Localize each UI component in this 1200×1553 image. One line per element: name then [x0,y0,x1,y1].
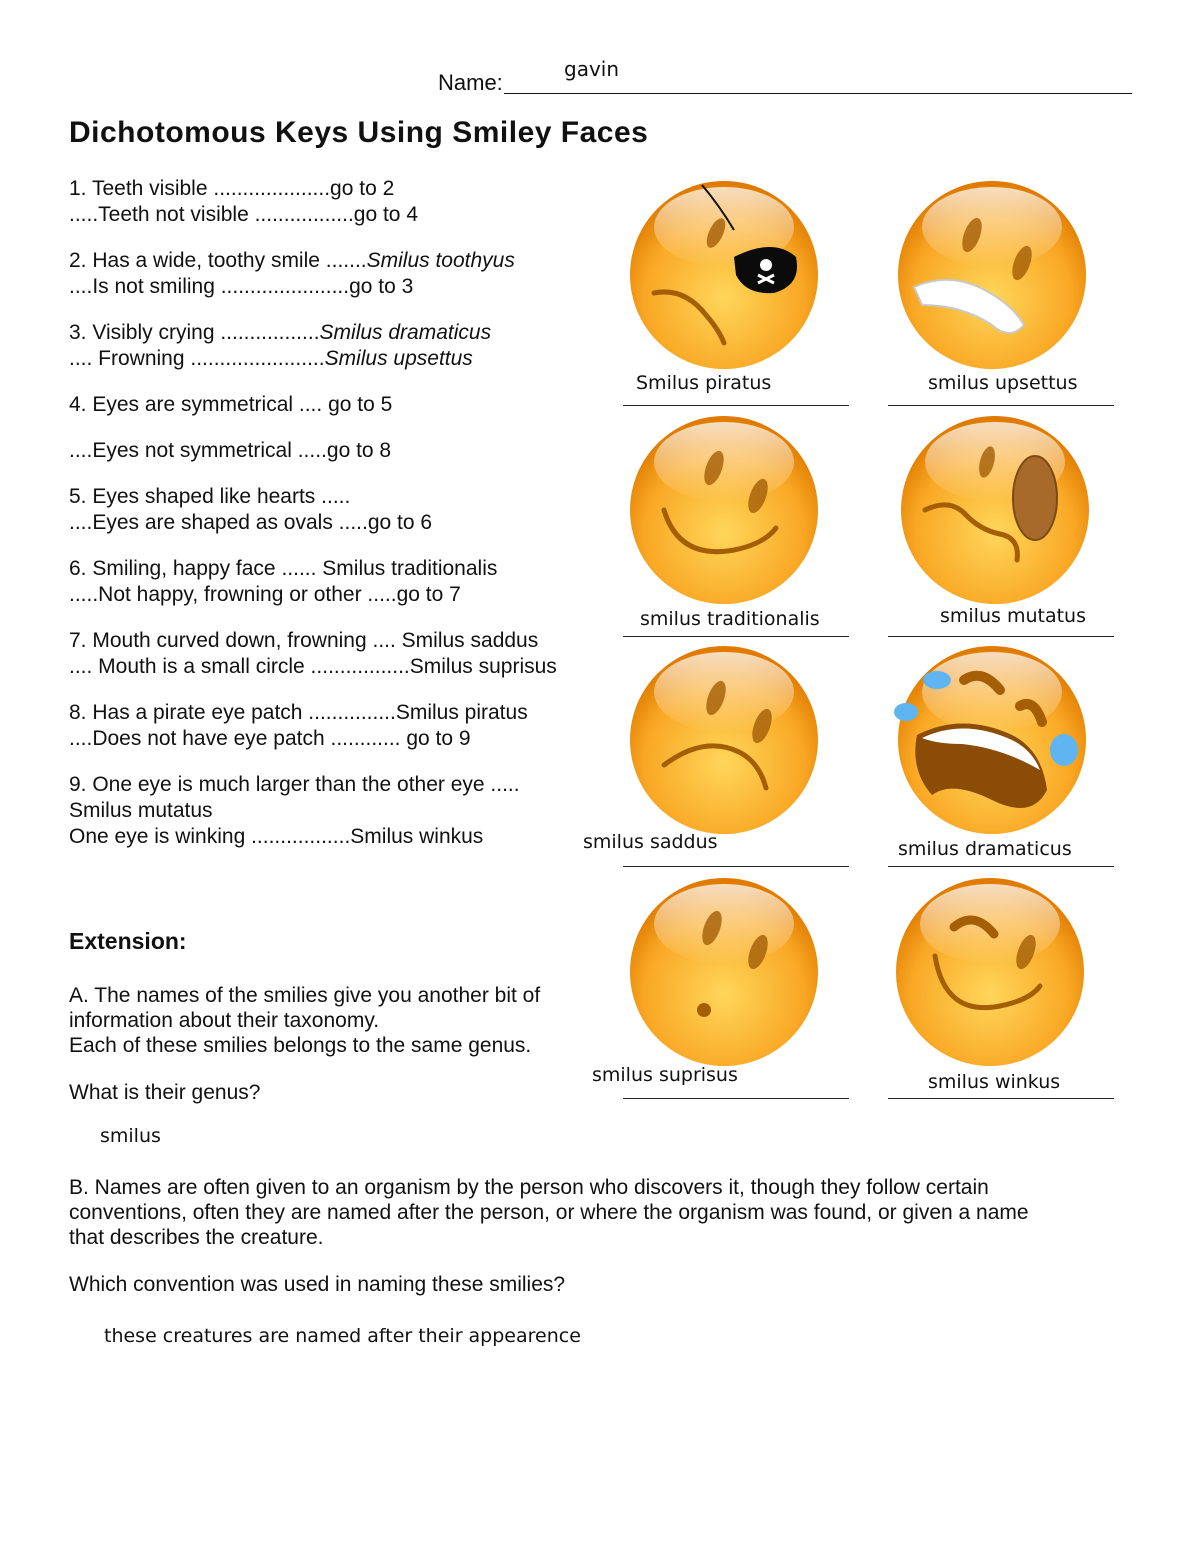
key-line: ....Is not smiling ......................go to 3 [69,275,414,298]
key-line: 4. Eyes are symmetrical .... go to 5 [69,393,393,416]
text-line: that describes the creature. [69,1226,324,1249]
key-line: ....Does not have eye patch ............ go to 9 [69,727,471,750]
key-step-2 [69,248,609,300]
key-step-5 [69,484,609,536]
name-underline [504,93,1132,94]
key-line: .....Not happy, frowning or other .....go to 7 [69,583,461,606]
caption-underline [888,866,1114,867]
key-line: 3. Visibly crying ................. [69,321,320,344]
extension-a-answer[interactable]: smilus [100,1125,161,1147]
species-name: Smilus dramaticus [319,321,492,344]
species-name: Smilus toothyus [366,249,515,272]
smiley-saddus-icon [624,640,824,840]
page-title: Dichotomous Keys Using Smiley Faces [69,116,649,149]
face-caption[interactable]: smilus dramaticus [898,838,1072,860]
face-caption[interactable]: smilus suprisus [592,1064,738,1086]
key-step-4 [69,392,609,418]
species-name: Smilus upsettus [324,347,473,370]
key-step-3 [69,320,609,372]
key-line: .....Teeth not visible .................go to 4 [69,203,419,226]
name-value[interactable]: gavin [564,57,620,81]
caption-underline [888,1098,1114,1099]
caption-underline [888,405,1114,406]
caption-underline [623,1098,849,1099]
face-caption[interactable]: smilus upsettus [928,372,1078,394]
key-line: ....Eyes not symmetrical .....go to 8 [69,439,392,462]
key-step-6 [69,556,609,608]
extension-b-text [69,1175,1029,1250]
extension-a-question: What is their genus? [69,1081,261,1104]
smiley-upsettus-icon [892,175,1092,375]
text-line: B. Names are often given to an organism by the person who discovers it, though they follow certain [69,1176,989,1199]
key-step-4b [69,438,609,464]
key-line: 2. Has a wide, toothy smile ....... [69,249,367,272]
text-line: A. The names of the smilies give you another bit of [69,984,541,1007]
dichotomous-key [69,176,609,870]
key-line: 5. Eyes shaped like hearts ..... [69,485,351,508]
key-line: One eye is winking .................Smilus winkus [69,825,484,848]
key-line: 7. Mouth curved down, frowning .... Smilus saddus [69,629,539,652]
key-step-8 [69,700,609,752]
extension-a-text [69,983,540,1058]
key-step-7 [69,628,609,680]
caption-underline [623,636,849,637]
key-step-9 [69,772,609,850]
smiley-winkus-icon [890,872,1090,1072]
key-line: 9. One eye is much larger than the other eye ..... [69,773,520,796]
key-line: 1. Teeth visible ....................go to 2 [69,177,395,200]
text-line: conventions, often they are named after the person, or where the organism was found, or given a name [69,1201,1029,1224]
extension-b-question: Which convention was used in naming these smilies? [69,1273,566,1296]
key-line: 8. Has a pirate eye patch ...............Smilus piratus [69,701,528,724]
smiley-suprisus-icon [624,872,824,1072]
text-line: Each of these smilies belongs to the same genus. [69,1034,532,1057]
face-caption[interactable]: smilus mutatus [940,605,1086,627]
face-caption[interactable]: smilus traditionalis [640,608,820,630]
face-caption[interactable]: smilus winkus [928,1071,1061,1093]
key-line: .... Frowning ....................... [69,347,325,370]
key-line: Smilus mutatus [69,799,213,822]
smiley-traditionalis-icon [624,410,824,610]
smiley-piratus-icon [624,175,824,375]
key-line: ....Eyes are shaped as ovals .....go to 6 [69,511,433,534]
key-line: 6. Smiling, happy face ...... Smilus traditionalis [69,557,498,580]
text-line: information about their taxonomy. [69,1009,380,1032]
smiley-mutatus-icon [895,410,1095,610]
extension-title: Extension: [69,928,187,954]
caption-underline [623,405,849,406]
key-line: .... Mouth is a small circle .................Smilus suprisus [69,655,557,678]
smiley-dramaticus-icon [892,640,1092,840]
extension-b-answer[interactable]: these creatures are named after their appearence [104,1325,581,1347]
key-step-1 [69,176,609,228]
face-caption[interactable]: smilus saddus [583,831,718,853]
caption-underline [888,636,1114,637]
name-label: Name: [438,70,503,95]
caption-underline [623,866,849,867]
face-caption[interactable]: Smilus piratus [636,372,772,394]
